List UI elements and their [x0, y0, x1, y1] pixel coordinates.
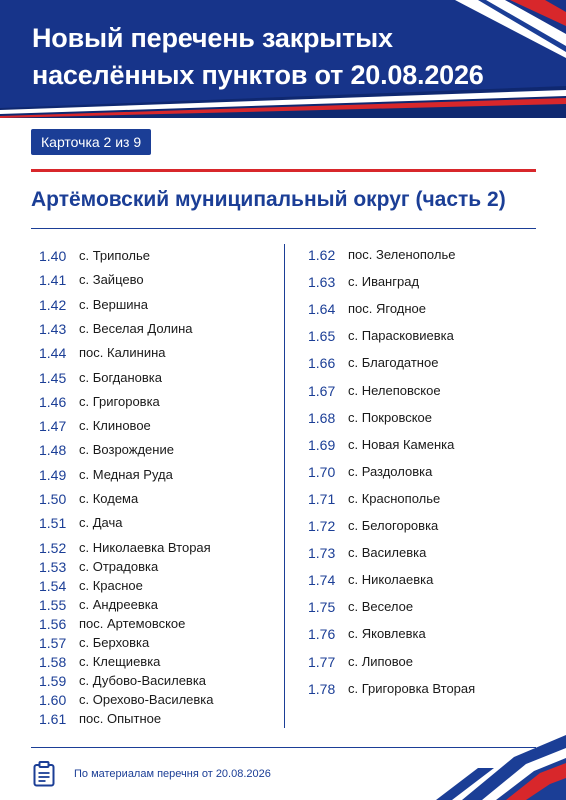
red-divider: [31, 169, 536, 172]
item-number: 1.44: [39, 345, 67, 362]
item-number: 1.66: [308, 355, 336, 372]
settlement-name: с. Берховка: [79, 635, 150, 650]
settlement-name: с. Раздоловка: [348, 463, 433, 479]
item-number: 1.41: [39, 272, 67, 289]
item-number: 1.51: [39, 515, 67, 532]
item-number: 1.75: [308, 599, 336, 616]
item-number: 1.45: [39, 369, 67, 386]
settlement-name: с. Иванград: [348, 274, 420, 290]
item-number: 1.57: [39, 635, 67, 651]
item-number: 1.61: [39, 711, 67, 727]
title-line-2: населённых пунктов от 20.08.2026: [32, 60, 484, 90]
item-number: 1.52: [39, 539, 67, 556]
item-number: 1.70: [308, 463, 336, 480]
title-line-1: Новый перечень закрытых: [32, 23, 393, 53]
item-number: 1.67: [308, 382, 336, 399]
settlement-name: с. Клещиевка: [79, 654, 161, 669]
item-number: 1.71: [308, 490, 336, 507]
settlement-name: с. Дубово-Василевка: [79, 673, 207, 688]
item-number: 1.65: [308, 328, 336, 345]
settlement-name: с. Новая Каменка: [348, 436, 455, 452]
item-number: 1.78: [308, 680, 336, 697]
card-counter-badge: Карточка 2 из 9: [31, 129, 151, 155]
item-number: 1.60: [39, 692, 67, 708]
item-number: 1.63: [308, 274, 336, 291]
item-number: 1.46: [39, 393, 67, 410]
item-number: 1.48: [39, 442, 67, 459]
settlement-name: пос. Зеленополье: [348, 247, 456, 262]
settlement-name: с. Медная Руда: [79, 466, 173, 482]
source-note: По материалам перечня от 20.08.2026: [74, 768, 271, 780]
item-number: 1.68: [308, 409, 336, 426]
settlement-name: с. Василевка: [348, 545, 427, 561]
item-number: 1.56: [39, 616, 67, 632]
page-title: [32, 20, 502, 94]
settlement-name: пос. Калинина: [79, 345, 166, 361]
item-number: 1.50: [39, 491, 67, 507]
settlement-name: с. Дача: [79, 515, 123, 531]
item-number: 1.74: [308, 572, 336, 589]
item-number: 1.55: [39, 597, 67, 613]
column-divider: [284, 244, 285, 728]
settlement-name: с. Триполье: [79, 248, 150, 263]
item-number: 1.42: [39, 296, 67, 313]
clipboard-icon: [33, 761, 55, 787]
item-number: 1.40: [39, 248, 67, 264]
settlement-name: с. Клиновое: [79, 418, 151, 434]
header-banner: [0, 0, 566, 118]
item-number: 1.64: [308, 301, 336, 318]
settlement-name: с. Григоровка Вторая: [348, 680, 476, 696]
settlement-name: пос. Опытное: [79, 711, 162, 726]
settlement-name: с. Кодема: [79, 491, 139, 506]
blue-divider: [31, 228, 536, 229]
item-number: 1.72: [308, 518, 336, 534]
settlement-name: пос. Артемовское: [79, 616, 186, 631]
item-number: 1.77: [308, 653, 336, 670]
footer-divider: [31, 747, 536, 748]
settlement-name: с. Нелеповское: [348, 382, 441, 398]
item-number: 1.58: [39, 654, 67, 670]
settlement-name: с. Белогоровка: [348, 518, 439, 533]
settlement-name: с. Вершина: [79, 296, 148, 312]
settlement-name: с. Благодатное: [348, 355, 439, 371]
settlement-name: с. Николаевка: [348, 572, 434, 588]
item-number: 1.49: [39, 466, 67, 483]
settlement-name: с. Орехово-Василевка: [79, 692, 214, 707]
item-number: 1.53: [39, 559, 67, 575]
item-number: 1.62: [308, 247, 336, 263]
item-number: 1.43: [39, 320, 67, 337]
settlement-name: с. Отрадовка: [79, 559, 159, 574]
settlement-name: с. Веселая Долина: [79, 320, 193, 336]
item-number: 1.69: [308, 436, 336, 453]
item-number: 1.47: [39, 418, 67, 435]
section-title: Артёмовский муниципальный округ (часть 2): [31, 188, 506, 211]
settlement-name: с. Богдановка: [79, 369, 162, 385]
settlement-name: с. Зайцево: [79, 272, 144, 288]
settlement-name: с. Григоровка: [79, 393, 160, 409]
settlement-name: с. Парасковиевка: [348, 328, 454, 344]
settlement-name: с. Веселое: [348, 599, 414, 615]
settlement-name: с. Яковлевка: [348, 626, 426, 642]
settlement-name: с. Липовое: [348, 653, 414, 669]
settlement-name: с. Андреевка: [79, 597, 158, 612]
item-number: 1.59: [39, 673, 67, 689]
settlement-name: с. Краснополье: [348, 490, 441, 506]
settlement-name: с. Возрождение: [79, 442, 174, 458]
item-number: 1.76: [308, 626, 336, 643]
settlement-name: с. Покровское: [348, 409, 432, 425]
settlement-name: с. Николаевка Вторая: [79, 539, 211, 555]
item-number: 1.73: [308, 545, 336, 562]
item-number: 1.54: [39, 578, 67, 594]
settlement-name: пос. Ягодное: [348, 301, 427, 317]
settlement-name: с. Красное: [79, 578, 143, 593]
